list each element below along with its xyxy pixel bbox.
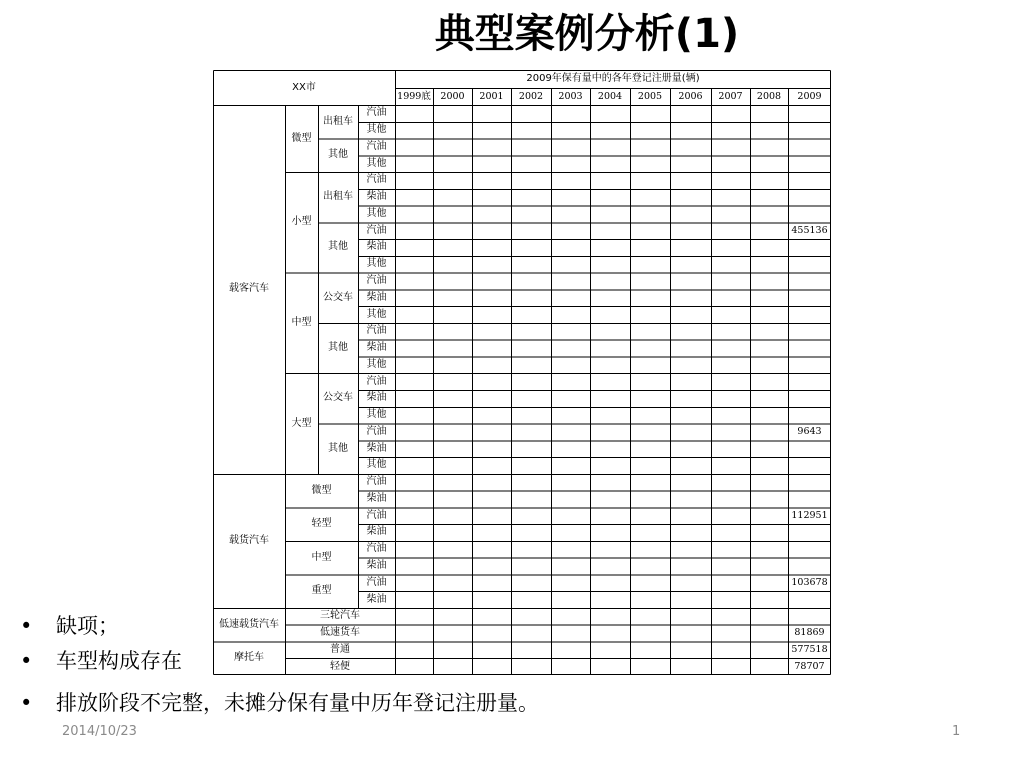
truck-type-label: 微型 [311, 484, 332, 496]
value-cell: 103678 [791, 577, 828, 589]
value-cell: 78707 [794, 660, 825, 672]
fuel-cell: 其他 [366, 207, 387, 219]
fuel-cell: 柴油 [366, 342, 387, 354]
size-label: 小型 [291, 216, 312, 228]
bullet-marker: • [20, 649, 33, 673]
fuel-cell: 柴油 [366, 291, 387, 303]
header-group-label: 2009年保有量中的各年登记注册量(辆) [526, 73, 700, 84]
year-header: 2008 [756, 90, 782, 102]
bullet-item [20, 610, 119, 642]
fuel-cell: 柴油 [366, 560, 387, 572]
fuel-cell: 汽油 [366, 325, 387, 337]
bullet-item [20, 687, 539, 719]
subtype-label: 轻便 [330, 660, 350, 672]
year-header: 2005 [637, 90, 663, 102]
value-cell: 577518 [791, 644, 828, 656]
usage-label: 出租车 [323, 191, 353, 203]
usage-label: 公交车 [323, 392, 353, 404]
category-label: 摩托车 [234, 652, 264, 664]
fuel-cell: 柴油 [366, 241, 387, 253]
slide-title: 典型案例分析(1) [434, 11, 740, 57]
year-header: 2009 [797, 90, 822, 102]
subtype-label: 低速货车 [320, 627, 360, 639]
category-label: 载货汽车 [229, 534, 269, 546]
value-cell: 81869 [794, 627, 825, 639]
value-cell: 9643 [797, 426, 822, 438]
year-header: 2001 [479, 90, 504, 102]
footer-date: 2014/10/23 [62, 724, 137, 739]
year-header: 2007 [718, 90, 743, 102]
category-label: 低速载货汽车 [219, 618, 279, 630]
year-header: 2004 [597, 90, 623, 102]
year-header: 2003 [558, 90, 583, 102]
bullet-marker: • [20, 614, 33, 638]
registration-table [213, 70, 831, 675]
fuel-cell: 其他 [366, 358, 387, 370]
year-header: 2006 [678, 90, 703, 102]
truck-type-label: 重型 [311, 585, 332, 597]
year-header: 2000 [440, 90, 465, 102]
truck-type-label: 轻型 [311, 518, 332, 530]
subtype-label: 三轮汽车 [320, 610, 360, 622]
bullet-text: 车型构成存在 [56, 649, 182, 673]
bullet-text: 缺项； [56, 614, 119, 638]
fuel-cell: 其他 [366, 157, 387, 169]
fuel-cell: 柴油 [366, 442, 387, 454]
usage-label: 其他 [328, 241, 348, 253]
fuel-cell: 汽油 [366, 275, 387, 287]
value-cell: 455136 [791, 224, 828, 236]
usage-label: 其他 [328, 149, 348, 161]
usage-label: 其他 [328, 342, 348, 354]
fuel-cell: 柴油 [366, 526, 387, 538]
bullet-text: 排放阶段不完整，未摊分保有量中历年登记注册量。 [56, 691, 539, 715]
fuel-cell: 汽油 [366, 107, 387, 119]
footer-page-number: 1 [952, 724, 961, 739]
year-header: 1999底 [397, 90, 431, 102]
usage-label: 其他 [328, 442, 348, 454]
fuel-cell: 汽油 [366, 476, 387, 488]
fuel-cell: 汽油 [366, 509, 387, 521]
size-label: 微型 [291, 132, 312, 144]
subtype-label: 普通 [330, 643, 350, 655]
usage-label: 出租车 [323, 115, 353, 127]
truck-type-label: 中型 [311, 551, 332, 563]
fuel-cell: 汽油 [366, 140, 387, 152]
fuel-cell: 其他 [366, 459, 387, 471]
fuel-cell: 汽油 [366, 576, 387, 588]
fuel-cell: 柴油 [366, 392, 387, 404]
category-label: 载客汽车 [229, 283, 269, 295]
fuel-cell: 汽油 [366, 543, 387, 555]
fuel-cell: 其他 [366, 124, 387, 136]
fuel-cell: 其他 [366, 258, 387, 270]
fuel-cell: 汽油 [366, 224, 387, 236]
value-cell: 112951 [791, 509, 828, 521]
fuel-cell: 柴油 [366, 492, 387, 504]
usage-label: 公交车 [323, 291, 353, 303]
fuel-cell: 其他 [366, 308, 387, 320]
fuel-cell: 其他 [366, 409, 387, 421]
bullet-item [20, 645, 182, 677]
fuel-cell: 汽油 [366, 425, 387, 437]
fuel-cell: 汽油 [366, 375, 387, 387]
bullet-marker: • [20, 691, 33, 715]
size-label: 中型 [291, 316, 312, 328]
year-header: 2002 [518, 90, 544, 102]
size-label: 大型 [291, 417, 312, 429]
corner-label: XX市 [292, 81, 316, 93]
fuel-cell: 柴油 [366, 593, 387, 605]
fuel-cell: 柴油 [366, 191, 387, 203]
fuel-cell: 汽油 [366, 174, 387, 186]
